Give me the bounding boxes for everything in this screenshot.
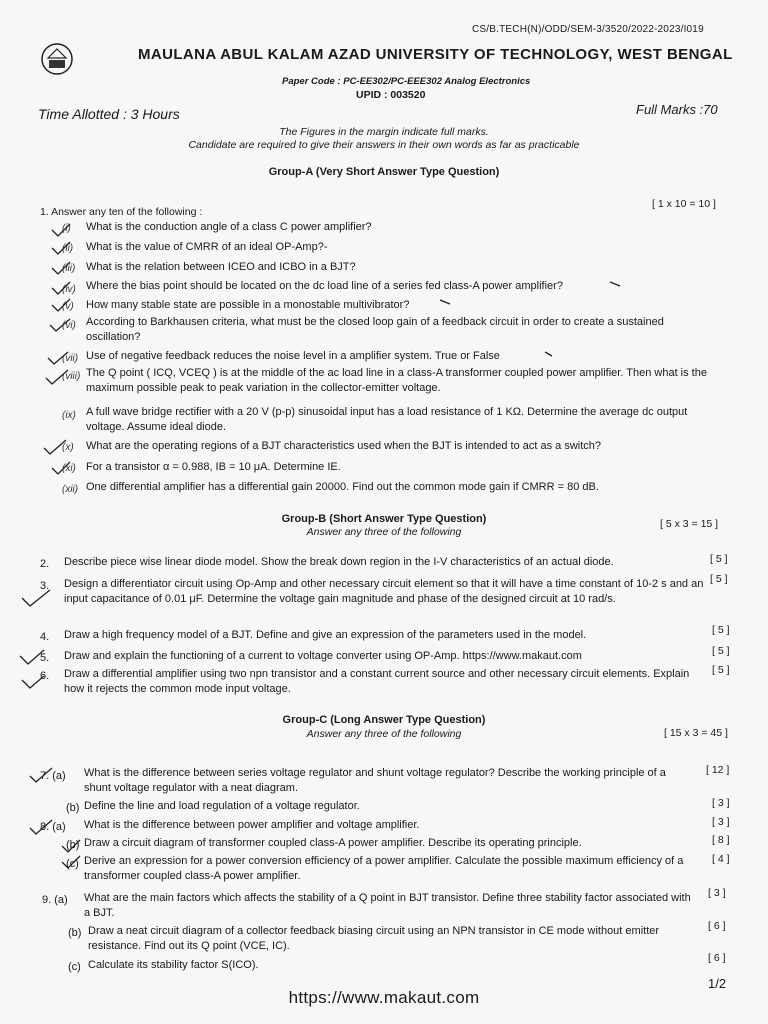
- question-text: Use of negative feedback reduces the noise level in a amplifier system. True or False: [86, 350, 500, 362]
- question-text: Draw a differential amplifier using two npn transistor and a constant current source and other necessary circuit elements. Explain how it rejects the common mode input voltage.: [64, 668, 690, 695]
- question-marks: [ 5 ]: [710, 553, 728, 565]
- question-text: Draw a high frequency model of a BJT. Define and give an expression of the parameters used in the model.: [64, 629, 587, 641]
- question-text: Calculate its stability factor S(ICO).: [88, 959, 259, 971]
- group-a-intro: 1. Answer any ten of the following :: [40, 206, 203, 218]
- question-marks: [ 5 ]: [712, 645, 730, 657]
- university-name: MAULANA ABUL KALAM AZAD UNIVERSITY OF TECHNOLOGY, WEST BENGAL: [138, 46, 733, 63]
- question-marks: [ 5 ]: [712, 664, 730, 676]
- question-number: (vi): [62, 320, 76, 331]
- question-text: Draw and explain the functioning of a current to voltage converter using OP-Amp. https://www.makaut.com: [64, 650, 582, 662]
- full-marks: Full Marks :70: [636, 102, 718, 117]
- question-number: (b): [66, 802, 80, 814]
- question-text: Where the bias point should be located on the dc load line of a series fed class-A power amplifier?: [86, 280, 563, 292]
- question-number: 3.: [40, 580, 50, 592]
- question-text: What is the difference between series voltage regulator and shunt voltage regulator? Describe the working principle of a shunt voltage regulator with a neat diagram.: [84, 767, 666, 794]
- question-text: What are the main factors which affects the stability of a Q point in BJT transistor. Define three stability factor associated with a BJT.: [84, 892, 691, 919]
- question-text: Define the line and load regulation of a voltage regulator.: [84, 800, 360, 812]
- group-c-title: Group-C (Long Answer Type Question): [282, 714, 486, 726]
- question-number: 5.: [40, 652, 50, 664]
- question-text: A full wave bridge rectifier with a 20 V (p-p) sinusoidal input has a load resistance of 1 KΩ. Determine the average dc output voltage. Assume ideal diode.: [86, 406, 688, 433]
- question-text: What are the operating regions of a BJT characteristics used when the BJT is intended to act as a switch?: [86, 440, 602, 452]
- question-text: Design a differentiator circuit using Op-Amp and other necessary circuit element so that it will have a time constant of 10-2 s and an input capacitance of 0.01 μF. Determine the voltage gain magnitude and phase of the designed circuit at 10 rad/s.: [64, 578, 704, 605]
- question-marks: [ 6 ]: [708, 920, 726, 932]
- question-number: (ii): [62, 243, 74, 254]
- question-number: 9. (a): [42, 894, 68, 906]
- group-c-subtitle: Answer any three of the following: [306, 728, 462, 740]
- group-a-title: Group-A (Very Short Answer Type Question): [268, 166, 500, 178]
- question-text: What is the value of CMRR of an ideal OP-Amp?-: [86, 241, 328, 253]
- question-number: (iv): [62, 284, 76, 295]
- question-number: 4.: [40, 631, 50, 643]
- question-number: 7. (a): [40, 770, 66, 782]
- question-number: (b): [66, 839, 80, 851]
- instruction-own-words: Candidate are required to give their answers in their own words as far as practicable: [188, 139, 580, 151]
- question-number: (v): [62, 301, 74, 312]
- question-text: How many stable state are possible in a monostable multivibrator?: [86, 299, 410, 311]
- question-marks: [ 12 ]: [706, 764, 730, 776]
- question-text: The Q point ( ICQ, VCEQ ) is at the middle of the ac load line in a class-A transformer coupled power amplifier. Then what is the maximum possible peak to peak variation in the collector-emitter voltage.: [86, 367, 707, 394]
- question-number: (ix): [62, 410, 76, 421]
- question-number: 6.: [40, 670, 50, 682]
- question-marks: [ 5 ]: [712, 624, 730, 636]
- question-text: Draw a circuit diagram of transformer coupled class-A power amplifier. Describe its operating principle.: [84, 837, 582, 849]
- question-marks: [ 5 ]: [710, 573, 728, 585]
- question-text: What is the relation between ICEO and ICBO in a BJT?: [86, 261, 356, 273]
- question-text: Describe piece wise linear diode model. Show the break down region in the I-V characteristics of an actual diode.: [64, 556, 614, 568]
- question-text: What is the difference between power amplifier and voltage amplifier.: [84, 819, 420, 831]
- question-number: 8. (a): [40, 821, 66, 833]
- question-text: One differential amplifier has a differential gain 20000. Find out the common mode gain if CMRR = 80 dB.: [86, 481, 599, 493]
- question-number: (viii): [62, 371, 81, 382]
- question-number: (xii): [62, 484, 79, 495]
- question-number: (b): [68, 927, 82, 939]
- paper-reference-code: CS/B.TECH(N)/ODD/SEM-3/3520/2022-2023/I019: [472, 24, 704, 35]
- question-marks: [ 4 ]: [712, 853, 730, 865]
- question-marks: [ 3 ]: [708, 887, 726, 899]
- question-marks: [ 3 ]: [712, 816, 730, 828]
- group-b-title: Group-B (Short Answer Type Question): [281, 513, 487, 525]
- time-allotted: Time Allotted : 3 Hours: [38, 106, 180, 122]
- upid: UPID : 003520: [356, 89, 426, 101]
- question-text: For a transistor α = 0.988, IB = 10 μA. Determine IE.: [86, 461, 341, 473]
- group-b-subtitle: Answer any three of the following: [306, 526, 462, 538]
- question-number: (vii): [62, 353, 79, 364]
- question-number: (i): [62, 223, 71, 234]
- university-logo: [40, 42, 74, 76]
- question-number: (c): [66, 858, 79, 870]
- group-c-marks: [ 15 x 3 = 45 ]: [664, 727, 728, 739]
- question-marks: [ 3 ]: [712, 797, 730, 809]
- group-a-marks: [ 1 x 10 = 10 ]: [652, 198, 716, 210]
- footer-url: https://www.makaut.com: [288, 988, 480, 1007]
- question-number: (iii): [62, 263, 76, 274]
- question-text: According to Barkhausen criteria, what must be the closed loop gain of a feedback circuit in order to create a sustained oscillation?: [86, 316, 664, 343]
- instruction-margin: The Figures in the margin indicate full marks.: [279, 126, 489, 138]
- question-text: Derive an expression for a power conversion efficiency of a power amplifier. Calculate the possible maximum efficiency of a transformer coupled class-A power amplifier.: [84, 855, 684, 882]
- question-text: What is the conduction angle of a class C power amplifier?: [86, 221, 372, 233]
- question-marks: [ 6 ]: [708, 952, 726, 964]
- question-number: (x): [62, 442, 74, 453]
- page-number: 1/2: [708, 976, 727, 991]
- question-text: Draw a neat circuit diagram of a collector feedback biasing circuit using an NPN transistor in CE mode without emitter resistance. Find out its Q point (VCE, IC).: [88, 925, 660, 952]
- question-marks: [ 8 ]: [712, 834, 730, 846]
- question-number: (xi): [62, 463, 76, 474]
- paper-code: Paper Code : PC-EE302/PC-EEE302 Analog Electronics: [282, 76, 531, 87]
- group-b-marks: [ 5 x 3 = 15 ]: [660, 518, 719, 530]
- question-number: (c): [68, 961, 81, 973]
- question-number: 2.: [40, 558, 50, 570]
